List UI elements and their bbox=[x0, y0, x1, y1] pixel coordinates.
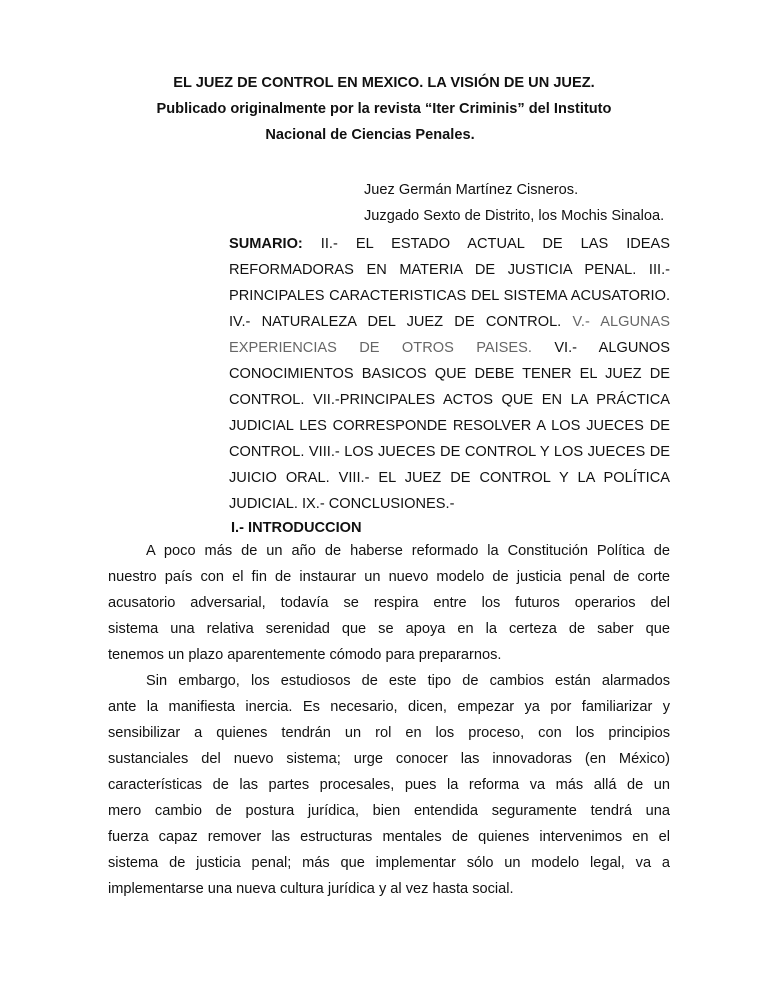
summary-text: REFORMADORAS EN MATERIA DE JUSTICIA PENAL. III.- bbox=[229, 262, 670, 278]
body-line: sustanciales del nuevo sistema; urge conocer las innovadoras (en México) bbox=[108, 751, 670, 767]
summary-text: CONTROL. VIII.- LOS JUECES DE CONTROL Y LOS JUECES DE bbox=[229, 444, 670, 460]
summary-line bbox=[229, 287, 670, 305]
body-line: acusatorio adversarial, todavía se respira entre los futuros operarios del bbox=[108, 595, 670, 611]
summary-line bbox=[229, 495, 670, 513]
summary-line bbox=[229, 391, 670, 409]
body-line: sistema de justicia penal; más que implementar sólo un modelo legal, va a bbox=[108, 855, 670, 871]
summary-text: V.- ALGUNAS bbox=[572, 314, 671, 330]
summary-label: SUMARIO: bbox=[229, 236, 303, 252]
author-court: Juzgado Sexto de Distrito, los Mochis Sinaloa. bbox=[364, 208, 665, 224]
document-subtitle: Publicado originalmente por la revista “Iter Criminis” del Instituto bbox=[156, 101, 612, 117]
summary-line bbox=[229, 313, 670, 331]
document-title: EL JUEZ DE CONTROL EN MEXICO. LA VISIÓN DE UN JUEZ. bbox=[173, 75, 595, 91]
body-line: ante la manifiesta inercia. Es necesario, dicen, empezar ya por familiarizar y bbox=[108, 699, 670, 715]
summary-line bbox=[229, 417, 670, 435]
summary-text: JUDICIAL LES CORRESPONDE RESOLVER A LOS JUECES DE bbox=[229, 418, 670, 434]
body-line: tenemos un plazo aparentemente cómodo para prepararnos. bbox=[108, 647, 502, 663]
summary-line bbox=[229, 365, 670, 383]
summary-text: EXPERIENCIAS DE OTROS PAISES. bbox=[229, 340, 532, 356]
body-line: nuestro país con el fin de instaurar un nuevo modelo de justicia penal de corte bbox=[108, 569, 670, 585]
section-heading: I.- INTRODUCCION bbox=[231, 520, 362, 536]
summary-line bbox=[229, 339, 670, 357]
summary-text: PRINCIPALES CARACTERISTICAS DEL SISTEMA ACUSATORIO. bbox=[229, 288, 670, 304]
summary-line bbox=[229, 469, 670, 487]
summary-line bbox=[229, 443, 670, 461]
author-name: Juez Germán Martínez Cisneros. bbox=[364, 182, 579, 198]
summary-text: VI.- ALGUNOS bbox=[554, 340, 670, 356]
body-line: A poco más de un año de haberse reformado la Constitución Política de bbox=[146, 543, 670, 559]
summary-line bbox=[229, 261, 670, 279]
body-line: implementarse una nueva cultura jurídica y al vez hasta social. bbox=[108, 881, 514, 897]
body-line: mero cambio de postura jurídica, bien entendida seguramente tendrá una bbox=[108, 803, 670, 819]
summary-text: JUICIO ORAL. VIII.- EL JUEZ DE CONTROL Y LA POLÍTICA bbox=[229, 470, 670, 486]
summary-text: CONOCIMIENTOS BASICOS QUE DEBE TENER EL JUEZ DE bbox=[229, 366, 670, 382]
summary-line bbox=[229, 235, 670, 253]
summary-text: JUDICIAL. IX.- CONCLUSIONES.- bbox=[229, 496, 455, 512]
body-line: sensibilizar a quienes tendrán un rol en los proceso, con los principios bbox=[108, 725, 670, 741]
summary-text: CONTROL. VII.-PRINCIPALES ACTOS QUE EN LA PRÁCTICA bbox=[229, 392, 670, 408]
document-subtitle-2: Nacional de Ciencias Penales. bbox=[265, 127, 475, 143]
summary-text: IV.- NATURALEZA DEL JUEZ DE CONTROL. bbox=[229, 314, 573, 330]
body-line: características de las partes procesales, pues la reforma va más allá de un bbox=[108, 777, 670, 793]
body-line: sistema una relativa serenidad que se apoya en la certeza de saber que bbox=[108, 621, 670, 637]
body-line: fuerza capaz remover las estructuras mentales de quienes intervenimos en el bbox=[108, 829, 670, 845]
body-line: Sin embargo, los estudiosos de este tipo de cambios están alarmados bbox=[146, 673, 670, 689]
summary-text: II.- EL ESTADO ACTUAL DE LAS IDEAS bbox=[320, 236, 670, 252]
